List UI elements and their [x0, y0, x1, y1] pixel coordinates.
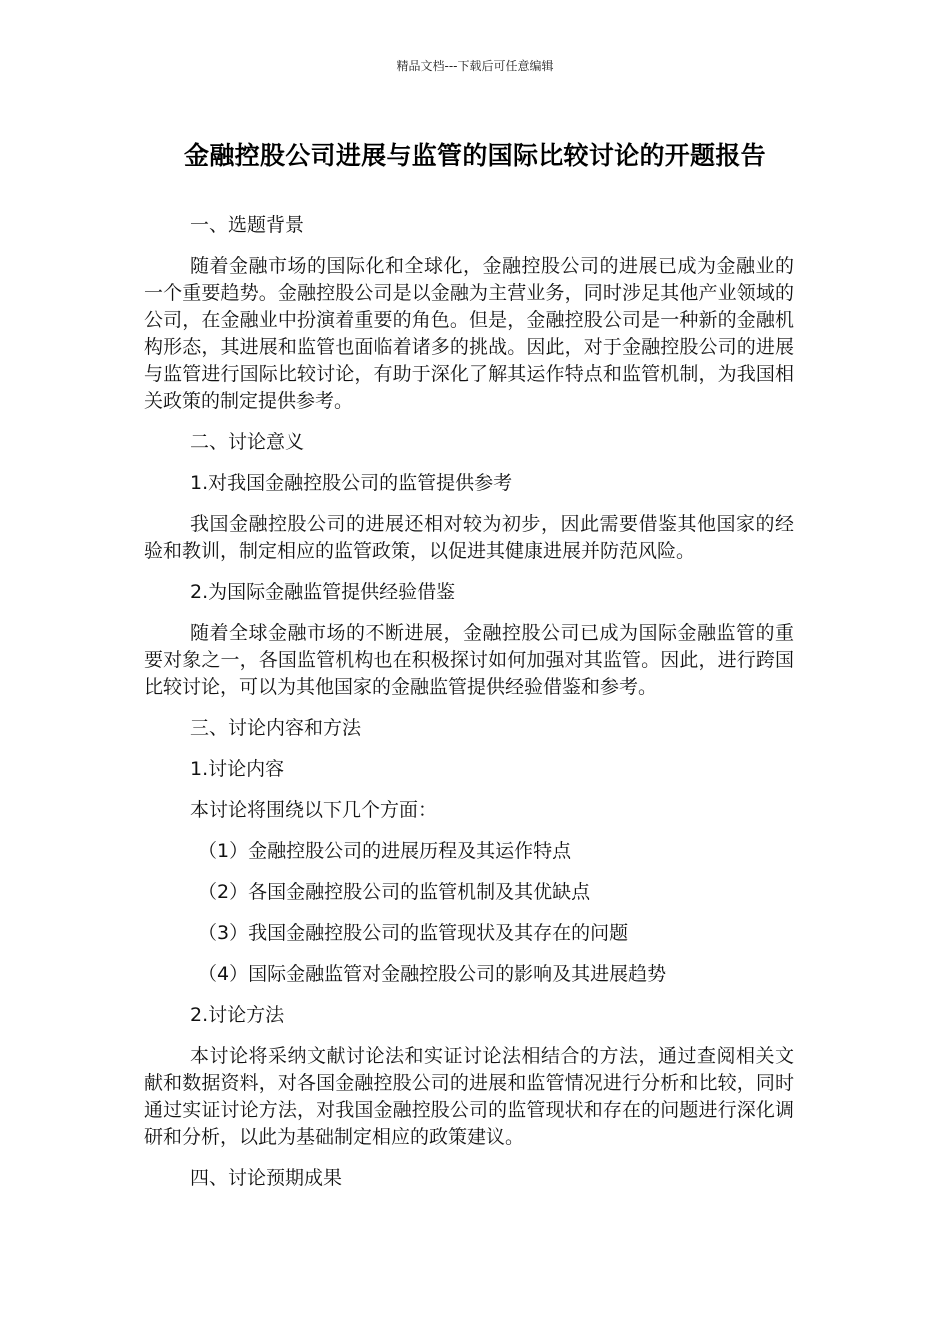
list-item: （3）我国金融控股公司的监管现状及其存在的问题 [198, 922, 629, 944]
section-heading-significance: 二、讨论意义 [190, 431, 305, 453]
paragraph-research-methods: 本讨论将采纳文献讨论法和实证讨论法相结合的方法，通过查阅相关文献和数据资料，对各国金融控股公司的进展和监管情况进行分析和比较，同时通过实证讨论方法，对我国金融控股公司的监管现状和存在的问题进行深化调研和分析，以此为基础制定相应的政策建议。 [144, 1045, 794, 1148]
paragraph-international-experience: 随着全球金融市场的不断进展，金融控股公司已成为国际金融监管的重要对象之一，各国监管机构也在积极探讨如何加强对其监管。因此，进行跨国比较讨论，可以为其他国家的金融监管提供经验借鉴和参考。 [144, 622, 794, 698]
paragraph-content-intro: 本讨论将围绕以下几个方面： [190, 799, 438, 821]
section-heading-content-methods: 三、讨论内容和方法 [190, 717, 362, 739]
paragraph-domestic-reference: 我国金融控股公司的进展还相对较为初步，因此需要借鉴其他国家的经验和教训，制定相应的监管政策，以促进其健康进展并防范风险。 [144, 513, 794, 562]
paragraph-background: 随着金融市场的国际化和全球化，金融控股公司的进展已成为金融业的一个重要趋势。金融控股公司是以金融为主营业务，同时涉足其他产业领域的公司，在金融业中扮演着重要的角色。但是，金融控股公司是一种新的金融机构形态，其进展和监管也面临着诸多的挑战。因此，对于金融控股公司的进展与监管进行国际比较讨论，有助于深化了解其运作特点和监管机制，为我国相关政策的制定提供参考。 [144, 255, 794, 412]
section-heading-expected-results: 四、讨论预期成果 [190, 1167, 343, 1189]
subheading-research-content: 1.讨论内容 [190, 758, 285, 780]
subheading-international-experience: 2.为国际金融监管提供经验借鉴 [190, 581, 456, 603]
list-item: （4）国际金融监管对金融控股公司的影响及其进展趋势 [198, 963, 667, 985]
list-item: （1）金融控股公司的进展历程及其运作特点 [198, 840, 572, 862]
subheading-domestic-reference: 1.对我国金融控股公司的监管提供参考 [190, 472, 513, 494]
subheading-research-methods: 2.讨论方法 [190, 1004, 285, 1026]
document-title: 金融控股公司进展与监管的国际比较讨论的开题报告 [184, 141, 766, 170]
list-item: （2）各国金融控股公司的监管机制及其优缺点 [198, 881, 591, 903]
document-body [144, 212, 794, 1206]
page-header-note: 精品文档---下载后可任意编辑 [396, 59, 554, 73]
section-heading-background: 一、选题背景 [190, 214, 305, 236]
